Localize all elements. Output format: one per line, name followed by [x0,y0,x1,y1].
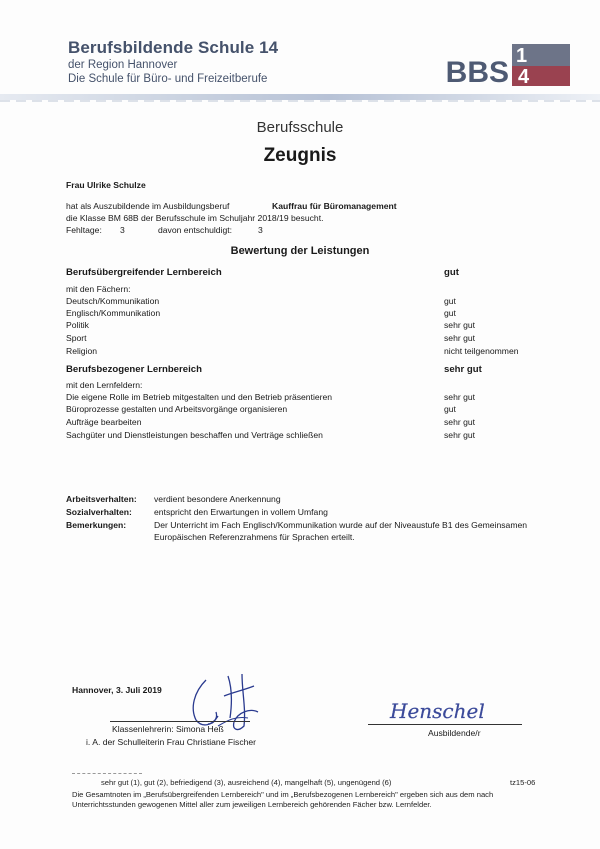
excused-label: davon entschuldigt: [158,225,233,235]
principal-label: i. A. der Schulleiterin Frau Christiane Fischer [86,737,257,747]
learning-field-name: Die eigene Rolle im Betrieb mitgestalten und den Betrieb präsentieren [66,392,333,402]
class-line: die Klasse BM 68B der Berufsschule im Schuljahr 2018/19 besucht. [66,213,324,223]
work-behaviour-label: Arbeitsverhalten: [66,494,137,504]
absence-days: 3 [120,225,125,235]
vocational-section-grade: sehr gut [444,364,482,375]
footer-note-line-1: Die Gesamtnoten im „Berufsübergreifenden Lernbereich" und im „Berufsbezogenen Lernbereich" ergeben sich aus dem nach [72,790,494,799]
school-name: Berufsbildende Schule 14 [68,38,279,57]
general-section-grade: gut [444,267,459,278]
remarks-line-1: Der Unterricht im Fach Englisch/Kommunikation wurde auf der Niveaustufe B1 des Gemeinsamen [154,520,528,530]
svg-text:Henschel: Henschel [390,699,485,723]
school-region: der Region Hannover [68,59,178,71]
school-tagline: Die Schule für Büro- und Freizeitberufe [68,73,268,85]
document-title: Zeugnis [263,145,337,166]
learning-field-grade: sehr gut [444,417,476,427]
social-behaviour-value: entspricht den Erwartungen in vollem Umfang [154,507,328,517]
vocational-section-title: Berufsbezogener Lernbereich [66,364,202,375]
logo-number-top: 1 [516,45,528,67]
trainee-signature [388,696,518,726]
teacher-signature-line [110,721,250,722]
subject-grade: gut [444,308,456,318]
student-name: Frau Ulrike Schulze [66,180,146,190]
general-subtitle: mit den Fächern: [66,284,131,294]
learning-field-name: Sachgüter und Dienstleistungen beschaffen und Verträge schließen [66,430,323,440]
subject-name: Religion [66,346,98,356]
logo-text: BBS [445,56,509,89]
absence-label: Fehltage: [66,225,102,235]
subject-name: Englisch/Kommunikation [66,308,161,318]
learning-field-name: Büroprozesse gestalten und Arbeitsvorgänge organisieren [66,404,288,414]
document-type: Berufsschule [256,119,344,136]
remarks-line-2: Europäischen Referenzrahmens für Sprachen erteilt. [154,532,355,542]
general-section-title: Berufsübergreifender Lernbereich [66,267,222,278]
trainee-label: Ausbildende/r [428,728,481,738]
footer-dash-line [72,773,142,774]
profession: Kauffrau für Büromanagement [272,201,397,211]
remarks-label: Bemerkungen: [66,520,127,530]
social-behaviour-label: Sozialverhalten: [66,507,132,517]
teacher-label: Klassenlehrerin: Simona Heß [112,724,224,734]
learning-field-grade: sehr gut [444,392,476,402]
learning-field-grade: gut [444,404,456,414]
trainee-signature-line [368,724,522,725]
subject-grade: gut [444,296,456,306]
logo-number-bottom: 4 [518,66,530,88]
subject-name: Politik [66,320,89,330]
excused-days: 3 [258,225,263,235]
evaluation-heading: Bewertung der Leistungen [230,245,370,257]
vocational-subtitle: mit den Lernfeldern: [66,380,143,390]
subject-grade: sehr gut [444,333,476,343]
subject-grade: sehr gut [444,320,476,330]
intro-text: hat als Auszubildende im Ausbildungsberuf [66,201,230,211]
learning-field-grade: sehr gut [444,430,476,440]
grading-scale: sehr gut (1), gut (2), befriedigend (3), ausreichend (4), mangelhaft (5), ungenügend (6) [101,778,392,787]
footer-note-line-2: Unterrichtsstunden gewogenen Mittel aller zum jeweiligen Lernbereich gehörenden Fächer bzw. Lernfelder. [72,800,432,809]
work-behaviour-value: verdient besondere Anerkennung [154,494,281,504]
place-date: Hannover, 3. Juli 2019 [72,685,162,695]
bbs-logo [445,42,572,89]
header-band-dots [0,100,600,102]
learning-field-name: Aufträge bearbeiten [66,417,142,427]
subject-name: Deutsch/Kommunikation [66,296,160,306]
subject-grade: nicht teilgenommen [444,346,519,356]
form-code: tz15-06 [510,778,536,787]
subject-name: Sport [66,333,87,343]
